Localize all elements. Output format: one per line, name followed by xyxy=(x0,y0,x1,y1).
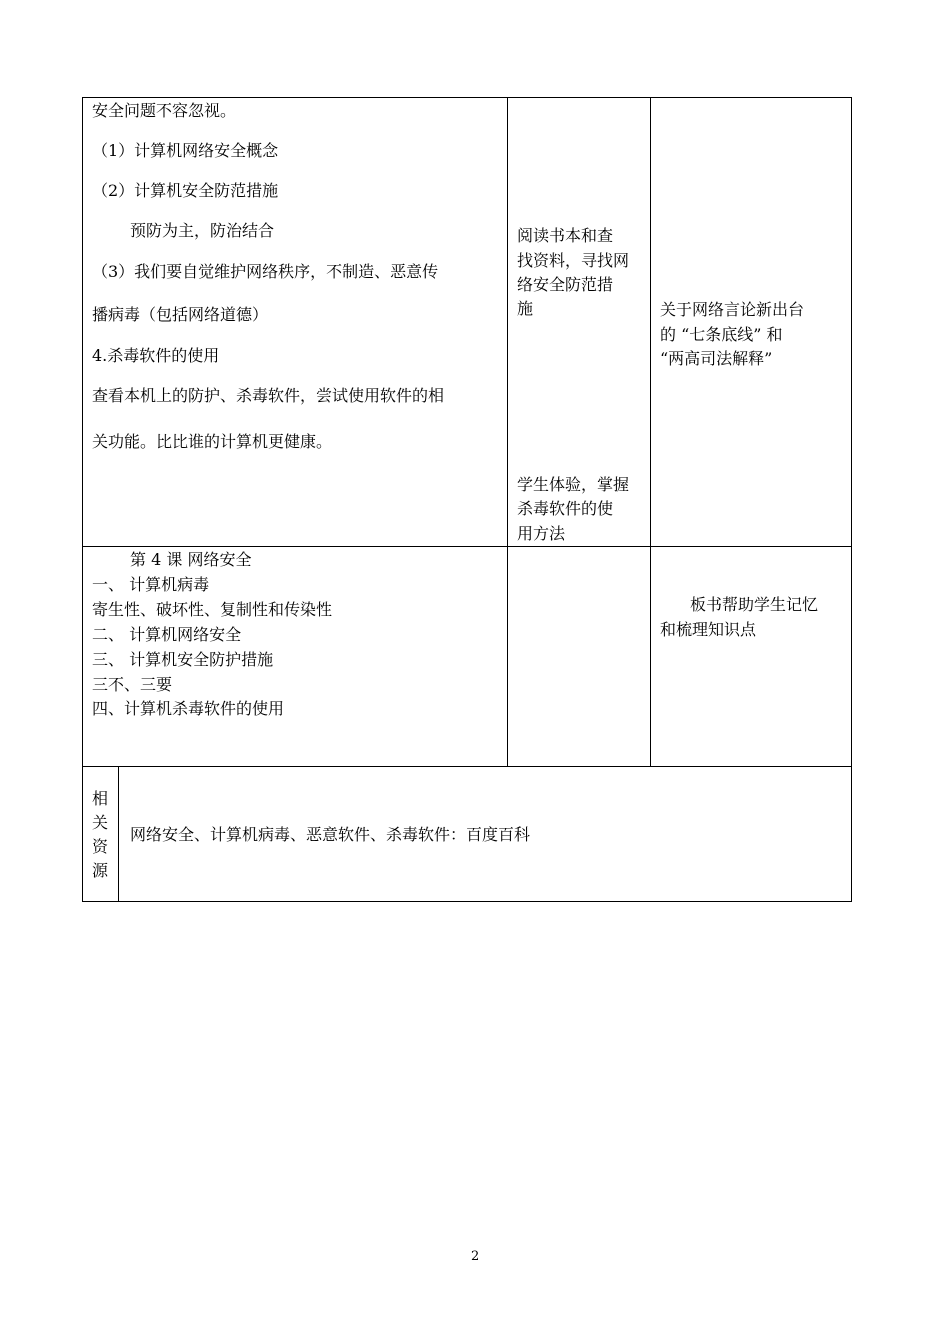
table-border-bottom xyxy=(82,901,852,902)
teaching-text-line: 关功能。比比谁的计算机更健康。 xyxy=(92,432,333,451)
teaching-text-line: 查看本机上的防护、杀毒软件，尝试使用软件的相 xyxy=(92,386,445,405)
student-activity-line: 找资料，寻找网 xyxy=(517,251,630,270)
student-activity-line: 络安全防范措 xyxy=(517,275,614,294)
table-border-top xyxy=(82,97,852,98)
teaching-text-line: （3）我们要自觉维护网络秩序，不制造、恶意传 xyxy=(92,262,439,281)
teaching-text-line: （1）计算机网络安全概念 xyxy=(92,141,279,160)
teaching-text-line: 预防为主，防治结合 xyxy=(130,221,275,240)
teaching-text-line: 4.杀毒软件的使用 xyxy=(92,346,220,365)
teaching-text-line: 播病毒（包括网络道德） xyxy=(92,305,269,324)
table-row-divider-1 xyxy=(82,546,852,547)
table-col-divider-1 xyxy=(507,97,508,767)
blackboard-line: 三、 计算机安全防护措施 xyxy=(92,650,274,669)
design-intent-line: 的 “七条底线” 和 xyxy=(660,325,783,344)
teaching-text-line: 安全问题不容忽视。 xyxy=(92,101,237,120)
blackboard-line: 三不、三要 xyxy=(92,675,173,694)
blackboard-intent-line: 板书帮助学生记忆 xyxy=(690,595,819,614)
table-row-divider-2 xyxy=(82,766,852,767)
blackboard-line: 寄生性、破坏性、复制性和传染性 xyxy=(92,600,333,619)
student-activity-line: 用方法 xyxy=(517,524,566,543)
blackboard-line: 第 4 课 网络安全 xyxy=(130,550,252,569)
resources-label-char: 相 xyxy=(92,789,109,808)
student-activity-line: 学生体验，掌握 xyxy=(517,475,630,494)
student-activity-line: 阅读书本和查 xyxy=(517,226,614,245)
blackboard-intent-line: 和梳理知识点 xyxy=(660,620,757,639)
teaching-text-line: （2）计算机安全防范措施 xyxy=(92,181,279,200)
student-activity-line: 杀毒软件的使 xyxy=(517,499,614,518)
resources-label-char: 源 xyxy=(92,861,109,880)
resources-content: 网络安全、计算机病毒、恶意软件、杀毒软件：百度百科 xyxy=(130,825,531,844)
page-number: 2 xyxy=(471,1249,480,1264)
blackboard-line: 一、 计算机病毒 xyxy=(92,575,210,594)
design-intent-line: “两高司法解释” xyxy=(660,349,773,368)
table-label-divider xyxy=(118,766,119,902)
table-border-right xyxy=(851,97,852,902)
blackboard-line: 二、 计算机网络安全 xyxy=(92,625,242,644)
design-intent-line: 关于网络言论新出台 xyxy=(660,300,805,319)
blackboard-line: 四、计算机杀毒软件的使用 xyxy=(92,699,285,718)
table-col-divider-2 xyxy=(650,97,651,767)
resources-label-char: 资 xyxy=(92,837,109,856)
student-activity-line: 施 xyxy=(517,299,534,318)
resources-label-char: 关 xyxy=(92,813,109,832)
table-border-left xyxy=(82,97,83,902)
